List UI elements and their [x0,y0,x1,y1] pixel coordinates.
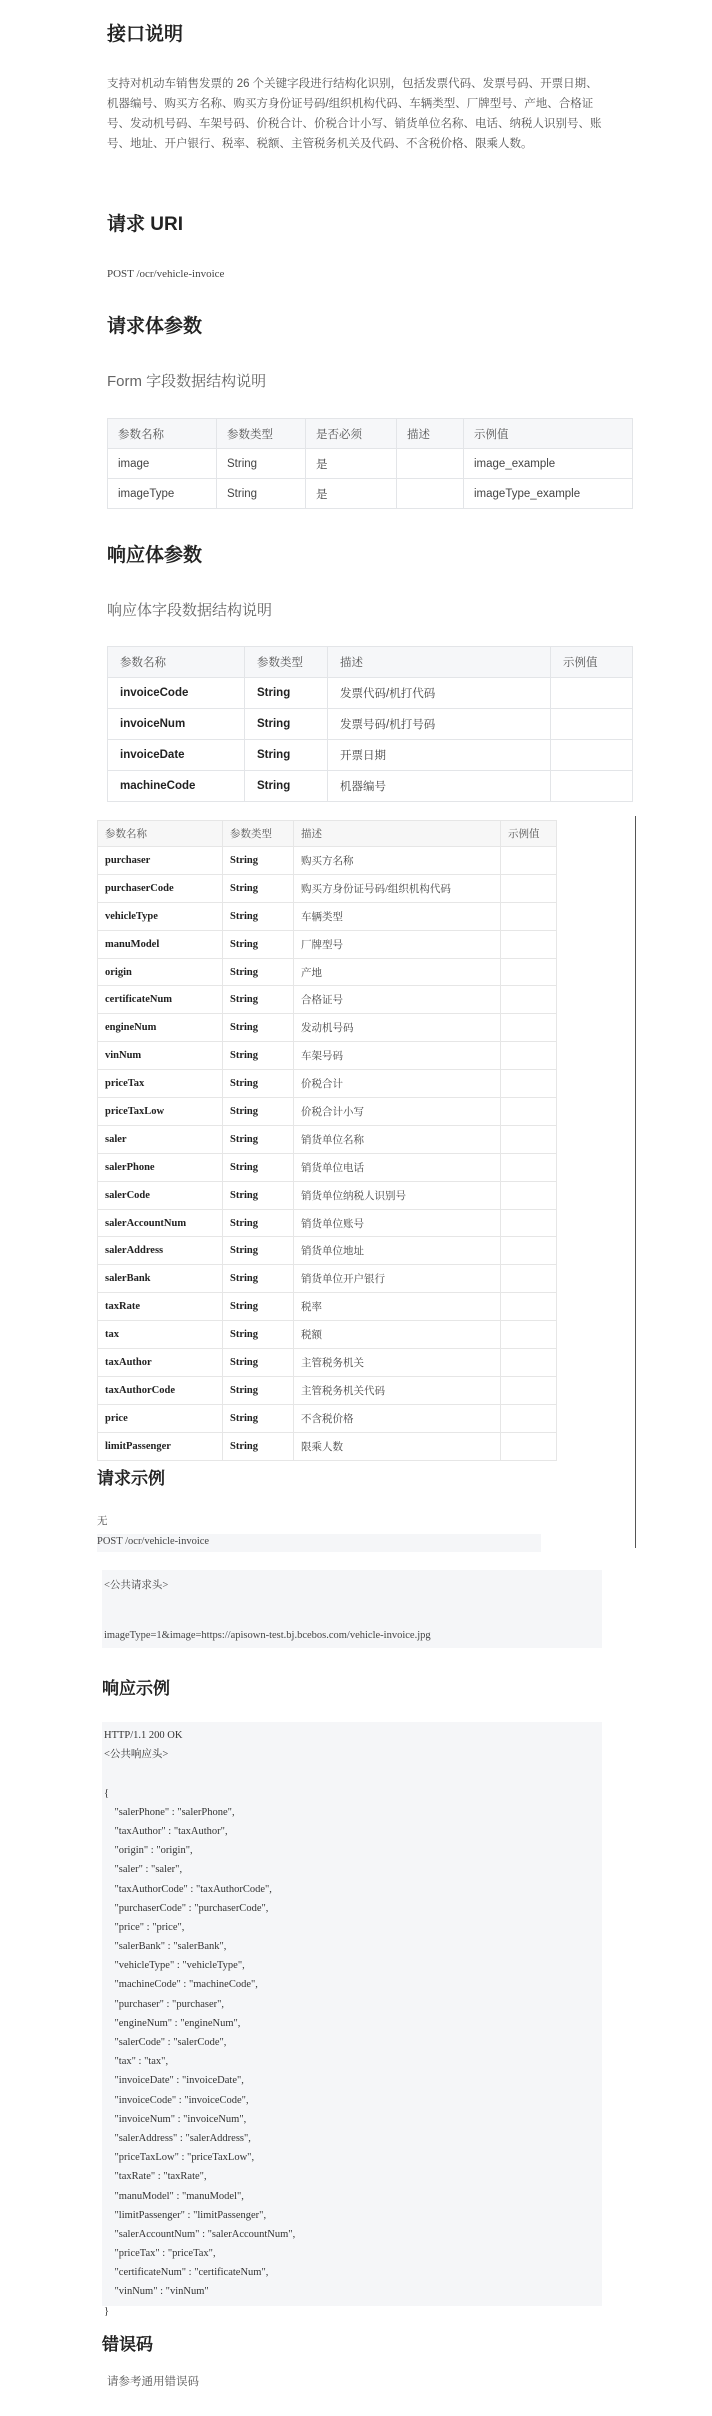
resp-table2-cell: 销货单位电话 [294,1153,501,1181]
code-line: } [104,2305,110,2317]
resp-table-cell: 机器编号 [328,771,551,802]
resp-table2-cell: String [223,847,294,875]
resp-table2-cell [501,1265,557,1293]
resp2-header-type: 参数类型 [223,821,294,847]
resp-table2-cell: String [223,930,294,958]
error-text: 请参考通用错误码 [107,2376,199,2388]
resp-table2-cell: 购买方名称 [294,847,501,875]
resp-header-desc: 描述 [328,647,551,678]
error-title: 错误码 [102,2335,153,2354]
resp-table2-cell: String [223,1070,294,1098]
code-line: <公共响应头> [104,1749,169,1761]
resp-table2-cell [501,1432,557,1460]
resp-table2-cell: String [223,1432,294,1460]
resp-table2-cell: 发动机号码 [294,1014,501,1042]
resp-table-cell [551,771,633,802]
resp-table2-cell: salerAccountNum [98,1209,223,1237]
resp-table2-row [98,1125,557,1153]
resp-table2-row [98,1237,557,1265]
resp-table2-cell [501,1349,557,1377]
req-example-line-box [97,1534,541,1552]
resp-table2-cell: String [223,1237,294,1265]
resp-table2-cell: vinNum [98,1042,223,1070]
resp-table2-cell: manuModel [98,930,223,958]
resp-table2-cell: String [223,1098,294,1126]
resp-table2-cell [501,1237,557,1265]
form-table-cell: String [217,479,306,509]
resp-table2-cell [501,1070,557,1098]
resp-example-title: 响应示例 [102,1679,170,1698]
intro-text: 支持对机动车销售发票的 26 个关键字段进行结构化识别，包括发票代码、发票号码、开票日期、机器编号、购买方名称、购买方身份证号码/组织机构代码、车辆类型、厂牌型号、产地、合格证号、发动机号码、车架号码、价税合计、价税合计小写、销货单位名称、电话、纳税人识别号、账号、地址、开户银行、税率、税额、主管税务机关及代码、不含税价格、限乘人数。 [107,78,602,150]
resp-table2-cell: String [223,1209,294,1237]
resp-table2-cell [501,1125,557,1153]
resp-table2-row [98,1376,557,1404]
resp-table2-cell [501,1376,557,1404]
code-line: "machineCode" : "machineCode", [104,1979,258,1991]
code-line: "taxAuthor" : "taxAuthor", [104,1825,228,1837]
resp-table2-cell: 厂牌型号 [294,930,501,958]
form-header-desc: 描述 [397,419,464,449]
resp-table2-cell: salerPhone [98,1153,223,1181]
resp-table2-header [98,821,557,847]
resp-table2-cell: purchaserCode [98,874,223,902]
resp-table-cell: 开票日期 [328,740,551,771]
resp-table2-row [98,1265,557,1293]
resp-table-cell: String [245,709,328,740]
resp-table2-cell: 税率 [294,1293,501,1321]
resp-table2-cell: String [223,986,294,1014]
resp-table2-row [98,874,557,902]
resp-table2-cell [501,1042,557,1070]
resp-table2-row [98,1098,557,1126]
resp-table-cell: invoiceDate [108,740,245,771]
code-line: "saler" : "saler", [104,1864,183,1876]
scroll-track [635,816,636,1548]
form-table-cell [397,479,464,509]
resp-table2-row [98,1321,557,1349]
resp-table-cell: 发票代码/机打代码 [328,678,551,709]
resp-table2-cell: taxAuthorCode [98,1376,223,1404]
resp-table2-cell [501,1404,557,1432]
form-table [107,418,633,509]
resp-table2-cell [501,1293,557,1321]
resp-table2-cell: String [223,1293,294,1321]
resp-table [107,646,633,802]
resp-table-cell: invoiceNum [108,709,245,740]
resp-table2-row [98,930,557,958]
resp-table2-cell: String [223,1265,294,1293]
code-line: "salerAddress" : "salerAddress", [104,2132,251,2144]
code-line: "certificateNum" : "certificateNum", [104,2267,269,2279]
req-example-header: <公共请求头> [104,1580,169,1591]
code-line: "salerCode" : "salerCode", [104,2037,227,2048]
resp-table2-cell: salerCode [98,1181,223,1209]
code-line: "tax" : "tax", [104,2056,169,2068]
resp-table2-cell: String [223,1321,294,1349]
code-line: "priceTax" : "priceTax", [104,2248,216,2260]
resp-table2-cell: price [98,1404,223,1432]
code-line: HTTP/1.1 200 OK [104,1730,183,1741]
form-header-type: 参数类型 [217,419,306,449]
form-header-required: 是否必须 [306,419,397,449]
resp-table2-cell: String [223,1042,294,1070]
resp-table-row [108,771,633,802]
resp-table2-cell: priceTaxLow [98,1098,223,1126]
resp2-header-desc: 描述 [294,821,501,847]
code-line: "priceTaxLow" : "priceTaxLow", [104,2152,255,2164]
form-table-cell: image_example [464,449,633,479]
resp-table2-cell: certificateNum [98,986,223,1014]
code-line: "limitPassenger" : "limitPassenger", [104,2209,267,2221]
resp-table-cell: 发票号码/机打号码 [328,709,551,740]
resp-table2-cell: String [223,902,294,930]
resp-table-cell [551,678,633,709]
form-table-row [108,479,633,509]
resp-table-row [108,678,633,709]
code-line: "salerAccountNum" : "salerAccountNum", [104,2228,296,2240]
resp-table2-cell: saler [98,1125,223,1153]
resp-table2-cell: 车架号码 [294,1042,501,1070]
resp-table2-row [98,958,557,986]
resp-table2-row [98,1014,557,1042]
form-table-cell: 是 [306,479,397,509]
resp-header-example: 示例值 [551,647,633,678]
code-line: "vinNum" : "vinNum" [104,2286,209,2298]
resp-table2-cell: String [223,958,294,986]
resp-table2-row [98,1070,557,1098]
code-line: "engineNum" : "engineNum", [104,2017,241,2029]
resp-table2-cell: 销货单位名称 [294,1125,501,1153]
resp-table2-row [98,1432,557,1460]
resp-table2-cell [501,1014,557,1042]
req-example-title: 请求示例 [97,1469,165,1488]
resp-table2-cell: String [223,1376,294,1404]
form-table-cell [397,449,464,479]
resp-table2-cell: origin [98,958,223,986]
form-table-cell: imageType_example [464,479,633,509]
resp-table2-cell: vehicleType [98,902,223,930]
form-table-cell: image [108,449,217,479]
resp-example-code [102,1722,602,2317]
req-example-line: POST /ocr/vehicle-invoice [97,1536,210,1547]
resp-table2-cell: String [223,1404,294,1432]
resp-table-cell [551,709,633,740]
resp-table2-row [98,902,557,930]
form-subtitle: Form 字段数据结构说明 [107,373,267,390]
form-table-cell: imageType [108,479,217,509]
resp-table2-cell [501,902,557,930]
resp-table-cell: invoiceCode [108,678,245,709]
intro-title: 接口说明 [107,24,184,45]
resp-header-name: 参数名称 [108,647,245,678]
form-table-cell: 是 [306,449,397,479]
code-line: "salerPhone" : "salerPhone", [104,1806,235,1818]
form-header-example: 示例值 [464,419,633,449]
resp2-header-name: 参数名称 [98,821,223,847]
code-line: "invoiceCode" : "invoiceCode", [104,2094,249,2106]
form-table-row [108,449,633,479]
resp-table-row [108,740,633,771]
resp-table2-cell: String [223,874,294,902]
resp-table2-cell [501,1181,557,1209]
resp-table2-cell: 主管税务机关 [294,1349,501,1377]
code-line: "salerBank" : "salerBank", [104,1941,227,1953]
resp-table2-cell [501,1321,557,1349]
resp-table-cell [551,740,633,771]
resp-table2-cell: salerAddress [98,1237,223,1265]
code-line: "vehicleType" : "vehicleType", [104,1960,245,1972]
resp-table2-cell: taxAuthor [98,1349,223,1377]
resp-table2-cell: 购买方身份证号码/组织机构代码 [294,874,501,902]
resp-table2-cell [501,930,557,958]
code-line: "price" : "price", [104,1921,185,1933]
resp-table2-cell: salerBank [98,1265,223,1293]
resp-table2-row [98,986,557,1014]
code-line: "purchaserCode" : "purchaserCode", [104,1902,269,1914]
resp-table2-cell [501,1209,557,1237]
req-example-body: imageType=1&image=https://apisown-test.bj.bcebos.com/vehicle-invoice.jpg [104,1630,431,1641]
resp-table2-cell: 销货单位地址 [294,1237,501,1265]
resp-table2-cell: engineNum [98,1014,223,1042]
resp-table-cell: String [245,678,328,709]
code-line: "origin" : "origin", [104,1845,193,1857]
resp-table2-cell: 限乘人数 [294,1432,501,1460]
resp-table2-cell: String [223,1153,294,1181]
resp2-header-example: 示例值 [501,821,557,847]
resp-table2-row [98,1181,557,1209]
req-example-none: 无 [97,1516,108,1527]
resp-table-cell: String [245,771,328,802]
resp-table2-cell: 车辆类型 [294,902,501,930]
resp-header-type: 参数类型 [245,647,328,678]
resp-table2-cell: 销货单位账号 [294,1209,501,1237]
resp-table2-cell: tax [98,1321,223,1349]
code-line: "taxRate" : "taxRate", [104,2171,207,2183]
resp-table2-cell: 产地 [294,958,501,986]
resp-table2-row [98,1404,557,1432]
resp-table2-cell: taxRate [98,1293,223,1321]
resp-table2-cell: String [223,1349,294,1377]
resp-table2-cell: purchaser [98,847,223,875]
code-line [104,1764,295,1783]
resp-table2-row [98,847,557,875]
form-header-name: 参数名称 [108,419,217,449]
resp-title: 响应体参数 [107,545,203,566]
resp-table2-cell: 销货单位开户银行 [294,1265,501,1293]
form-table-cell: String [217,449,306,479]
resp-table2-cell: 不含税价格 [294,1404,501,1432]
code-line: "invoiceDate" : "invoiceDate", [104,2075,244,2087]
resp-table2-cell [501,1098,557,1126]
code-line: { [104,1787,110,1799]
resp-table2-cell: 合格证号 [294,986,501,1014]
resp-table2-cell: priceTax [98,1070,223,1098]
resp-table2-cell: limitPassenger [98,1432,223,1460]
resp-table-continued [97,820,557,1461]
code-line: "invoiceNum" : "invoiceNum", [104,2113,247,2125]
resp-table2-cell: String [223,1014,294,1042]
resp-table2-cell [501,1153,557,1181]
code-line: "manuModel" : "manuModel", [104,2190,244,2202]
resp-table2-row [98,1209,557,1237]
resp-table-header [108,647,633,678]
resp-table2-row [98,1349,557,1377]
uri-title: 请求 URI [107,214,184,235]
resp-table-cell: machineCode [108,771,245,802]
resp-table2-cell [501,874,557,902]
resp-table2-cell: 销货单位纳税人识别号 [294,1181,501,1209]
resp-table2-cell: 税额 [294,1321,501,1349]
resp-table-row [108,709,633,740]
body-title: 请求体参数 [107,316,203,337]
resp-table2-cell [501,958,557,986]
resp-table2-cell [501,847,557,875]
resp-table2-row [98,1042,557,1070]
code-line: "purchaser" : "purchaser", [104,1998,225,2010]
resp-table-cell: String [245,740,328,771]
resp-table2-row [98,1293,557,1321]
resp-table2-row [98,1153,557,1181]
resp-table2-cell [501,986,557,1014]
resp-subtitle: 响应体字段数据结构说明 [107,602,273,619]
req-example-code [102,1570,602,1648]
resp-table2-cell: String [223,1125,294,1153]
form-table-header [108,419,633,449]
resp-table2-cell: 价税合计小写 [294,1098,501,1126]
code-line: "taxAuthorCode" : "taxAuthorCode", [104,1883,272,1895]
resp-table2-cell: 主管税务机关代码 [294,1376,501,1404]
uri-text: POST /ocr/vehicle-invoice [107,268,225,280]
resp-table2-cell: String [223,1181,294,1209]
resp-table2-cell: 价税合计 [294,1070,501,1098]
